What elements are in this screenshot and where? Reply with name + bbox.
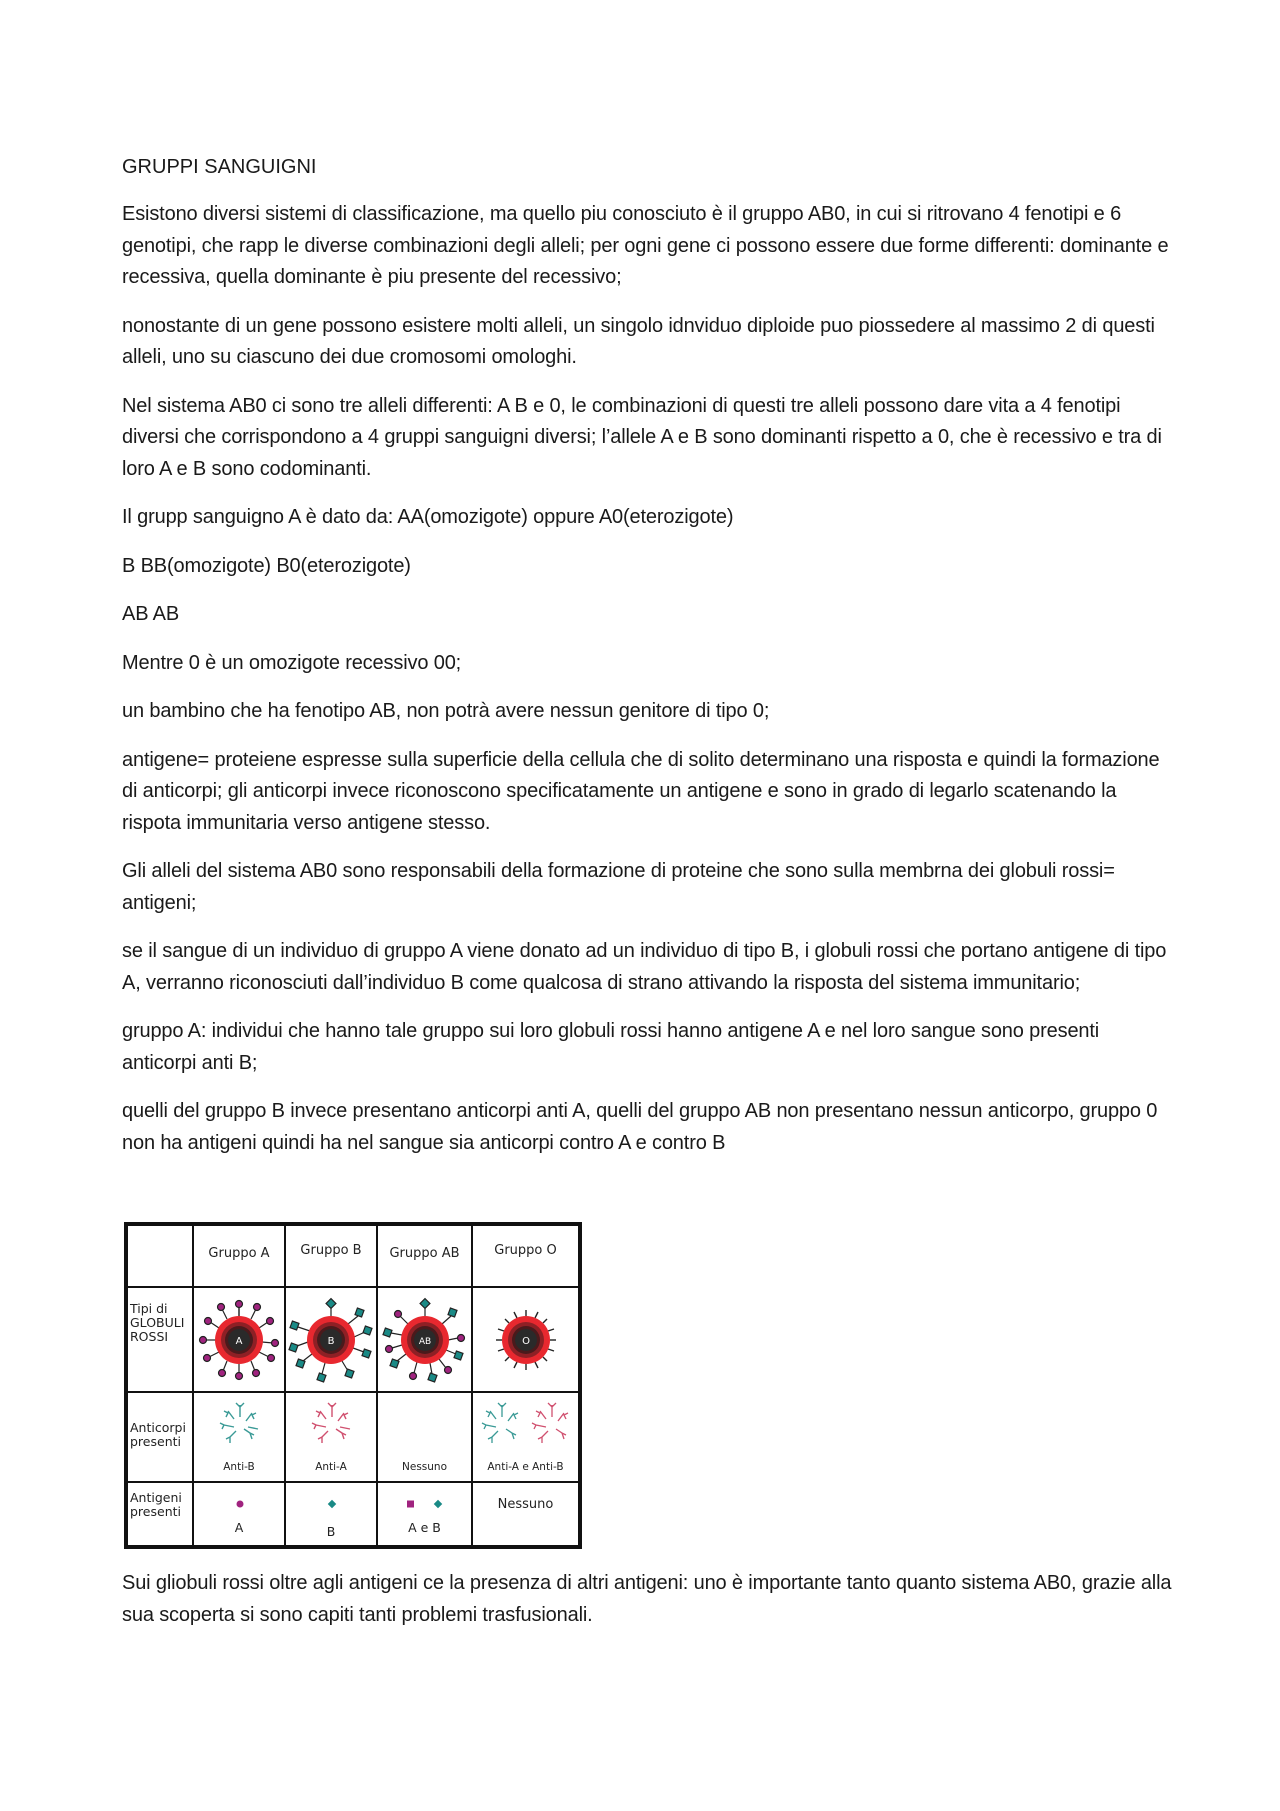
antigen-cell [193,1482,285,1547]
antibody-label: Anti-B [223,1461,255,1473]
antibody-cell [377,1392,472,1482]
document-closing [122,1568,1172,1648]
antibody-cell [472,1392,580,1482]
table-row [126,1287,580,1392]
red-cell-b [285,1287,377,1392]
red-cell-a [193,1287,285,1392]
antigen-cell [285,1482,377,1547]
paragraph: AB AB [122,603,180,625]
anti-a-and-anti-b-antibody-icon [477,1401,577,1451]
antigen-a-and-b-icon [405,1499,445,1509]
antibody-label: Anti-A [315,1461,347,1473]
svg-text:AB: AB [418,1336,431,1347]
paragraph: antigene= proteiene espresse sulla superficie della cellula che di solito determinano una risposta e quindi la formazione di anticorpi; gli anticorpi invece riconoscono specificatamente un antigene e sono in grado di legarlo scatenando la rispota immunitaria verso antigene stesso. [122,748,1160,834]
paragraph: Mentre 0 è un omozigote recessivo 00; [122,651,462,674]
antibody-label: Anti-A e Anti-B [487,1461,564,1473]
paragraph: un bambino che ha fenotipo AB, non potrà avere nessun genitore di tipo 0; [122,700,770,722]
svg-text:B: B [327,1335,335,1347]
paragraph: nonostante di un gene possono esistere molti alleli, un singolo idnviduo diploide puo piossedere al massimo 2 di questi alleli, uno su ciascuno dei due cromosomi omologhi. [122,314,1155,368]
antibody-cell [193,1392,285,1482]
antigen-label: B [326,1524,336,1539]
svg-text:O: O [521,1335,530,1347]
anti-a-antibody-icon [302,1401,362,1451]
antigen-b-icon [327,1499,337,1509]
paragraph: B BB(omozigote) B0(eterozigote) [122,554,411,577]
antigen-label: Nessuno [497,1497,554,1512]
paragraph: Il grupp sanguigno A è dato da: AA(omozigote) oppure A0(eterozigote) [122,506,734,528]
svg-text:A: A [235,1335,243,1347]
paragraph: Nel sistema AB0 ci sono tre alleli differenti: A B e 0, le combinazioni di questi tre alleli possono dare vita a 4 fenotipi diversi che corrispondono a 4 gruppi sanguigni diversi; l’allele A e B sono dominanti rispetto a 0, che è recessivo e tra di loro A e B sono codominanti. [122,394,1162,480]
paragraph: Sui gliobuli rossi oltre agli antigeni ce la presenza di altri antigeni: uno è importante tanto quanto sistema AB0, grazie alla sua scoperta si sono capiti tanti problemi trasfusionali. [122,1572,1172,1626]
anti-b-antibody-icon [210,1401,270,1451]
document-title: GRUPPI SANGUIGNI [122,156,317,178]
antigen-cell [377,1482,472,1547]
red-blood-cell-b-icon [286,1295,376,1385]
antigen-cell [472,1482,580,1547]
antibody-label: Nessuno [402,1461,447,1473]
paragraph: Esistono diversi sistemi di classificazione, ma quello piu conosciuto è il gruppo AB0, in cui si ritrovano 4 fenotipi e 6 genotipi, che rapp le diverse combinazioni degli alleli; per ogni gene ci possono essere due forme differenti: dominante e recessiva, quella dominante è piu presente del recessivo; [122,203,1169,288]
paragraph: gruppo A: individui che hanno tale gruppo sui loro globuli rossi hanno antigene A e nel loro sangue sono presenti anticorpi anti B; [122,1020,1100,1074]
column-header: Gruppo AB [377,1224,472,1287]
column-header: Gruppo B [285,1224,377,1287]
paragraph: quelli del gruppo B invece presentano anticorpi anti A, quelli del gruppo AB non presentano nessun anticorpo, gruppo 0 non ha antigeni quindi ha nel sangue sia anticorpi contro A e contro B [122,1100,1158,1154]
row-header: Tipi di GLOBULI ROSSI [126,1287,193,1392]
antigen-label: A [234,1520,244,1535]
table-row [126,1392,580,1482]
paragraph: Gli alleli del sistema AB0 sono responsabili della formazione di proteine che sono sulla membrna dei globuli rossi= antigeni; [122,860,1115,914]
table-header-row [126,1224,580,1287]
blood-group-figure [124,1222,578,1545]
paragraph: se il sangue di un individuo di gruppo A viene donato ad un individuo di tipo B, i globuli rossi che portano antigene di tipo A, verranno riconosciuti dall’individuo B come qualcosa di strano attivando la risposta del sistema immunitario; [122,940,1167,994]
corner-cell [126,1224,193,1287]
row-header: Anticorpi presenti [126,1392,193,1482]
row-header: Antigeni presenti [126,1482,193,1547]
antigen-a-icon [235,1499,245,1509]
red-blood-cell-a-icon [194,1295,284,1385]
red-cell-ab [377,1287,472,1392]
document-body [122,152,1172,1176]
table-row [126,1482,580,1547]
red-cell-o [472,1287,580,1392]
antibody-cell [285,1392,377,1482]
red-blood-cell-o-icon [481,1295,571,1385]
column-header: Gruppo O [472,1224,580,1287]
column-header: Gruppo A [193,1224,285,1287]
red-blood-cell-ab-icon [380,1295,470,1385]
blood-group-table [124,1222,582,1549]
antigen-label: A e B [408,1520,441,1535]
